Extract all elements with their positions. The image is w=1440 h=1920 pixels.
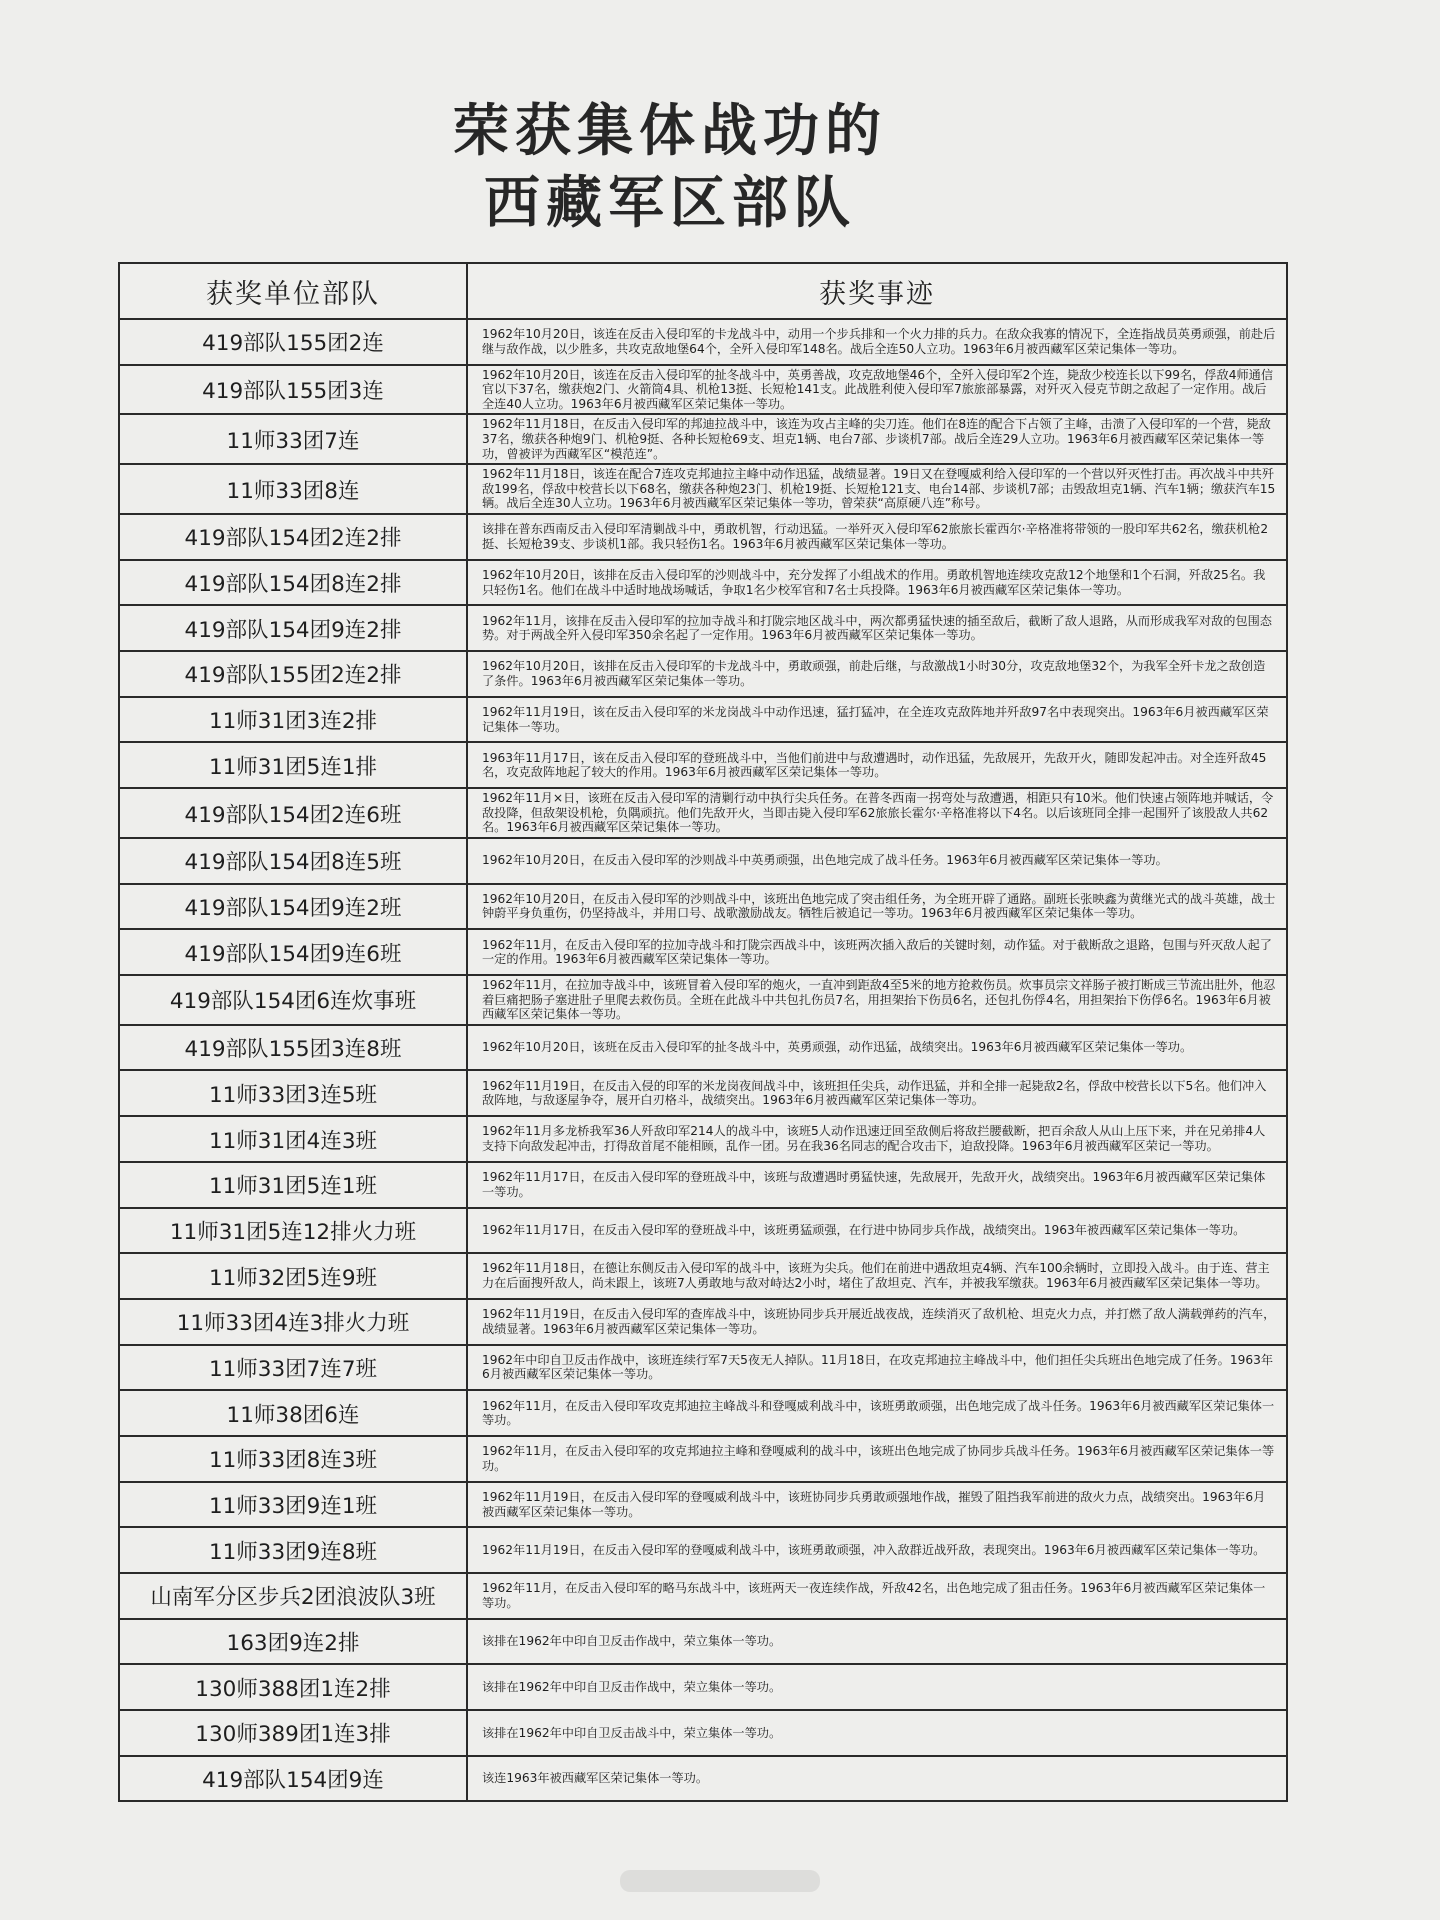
title-line-2: 西藏军区部队 (484, 171, 856, 236)
award-deed-cell: 1962年11月，在反击入侵印军的拉加寺战斗和打陇宗西战斗中，该班两次插入敌后的关键时刻，动作猛。对于截断敌之退路，包围与歼灭敌人起了一定的作用。1963年6月被西藏军区荣记集体一等功。 (467, 929, 1287, 975)
award-unit-cell: 419部队155团3连8班 (119, 1025, 467, 1071)
award-deed-cell: 1962年10月20日，该连在反击入侵印军的卡龙战斗中，动用一个步兵排和一个火力排的兵力。在敌众我寡的情况下，全连指战员英勇顽强，前赴后继与敌作战，以少胜多，共攻克敌地堡64个，全歼入侵印军148名。战后全连50人立功。1963年6月被西藏军区荣记集体一等功。 (467, 319, 1287, 365)
award-unit-cell: 11师31团5连1班 (119, 1162, 467, 1208)
table-row (119, 1436, 1287, 1482)
table-row (119, 929, 1287, 975)
award-deed-cell: 1962年10月20日，在反击入侵印军的沙则战斗中英勇顽强，出色地完成了战斗任务。1963年6月被西藏军区荣记集体一等功。 (467, 838, 1287, 884)
table-row (119, 1345, 1287, 1391)
award-deed-cell: 1962年10月20日，该连在反击入侵印军的扯冬战斗中，英勇善战，攻克敌地堡46个，全歼入侵印军2个连，毙敌少校连长以下99名，俘敌4师通信官以下37名，缴获炮2门、火箭筒4具、机枪13挺、长短枪141支。此战胜利使入侵印军7旅旅部暴露，对歼灭入侵克节朗之敌起了一定作用。战后全连40人立功。1963年6月被西藏军区荣记集体一等功。 (467, 365, 1287, 415)
table-row (119, 884, 1287, 930)
table-row (119, 414, 1287, 464)
award-deed-cell: 1962年11月19日，在反击入侵印军的登嘎威利战斗中，该班协同步兵勇敢顽强地作战，摧毁了阻挡我军前进的敌火力点，战绩突出。1963年6月被西藏军区荣记集体一等功。 (467, 1482, 1287, 1528)
award-unit-cell: 11师31团3连2排 (119, 697, 467, 743)
table-row (119, 1619, 1287, 1665)
table-row (119, 975, 1287, 1025)
award-deed-cell: 1962年11月17日，在反击入侵印军的登班战斗中，该班勇猛顽强，在行进中协同步兵作战，战绩突出。1963年被西藏军区荣记集体一等功。 (467, 1208, 1287, 1254)
table-row (119, 319, 1287, 365)
award-deed-cell: 1962年11月19日，该在反击入侵印军的米龙岗战斗中动作迅速，猛打猛冲，在全连攻克敌阵地并歼敌97名中表现突出。1963年6月被西藏军区荣记集体一等功。 (467, 697, 1287, 743)
awards-table-body (119, 319, 1287, 1801)
table-row (119, 651, 1287, 697)
award-deed-cell: 1962年11月18日，在德让东侧反击入侵印军的战斗中，该班为尖兵。他们在前进中遇敌坦克4辆、汽车100余辆时，立即投入战斗。由于连、营主力在后面搜歼敌人，尚未跟上，该班7人勇敢地与敌对峙达2小时，堵住了敌坦克、汽车，并被我军缴获。1963年6月被西藏军区荣记集体一等功。 (467, 1253, 1287, 1299)
award-deed-cell: 该排在1962年中印自卫反击作战中，荣立集体一等功。 (467, 1619, 1287, 1665)
table-row (119, 1664, 1287, 1710)
award-unit-cell: 419部队154团9连2班 (119, 884, 467, 930)
award-deed-cell: 1962年11月17日，在反击入侵印军的登班战斗中，该班与敌遭遇时勇猛快速，先敌展开，先敌开火，战绩突出。1963年6月被西藏军区荣记集体一等功。 (467, 1162, 1287, 1208)
reflection-smudge (620, 1870, 820, 1892)
award-deed-cell: 1962年11月，在拉加寺战斗中，该班冒着入侵印军的炮火，一直冲到距敌4至5米的地方抢救伤员。炊事员宗文祥肠子被打断成三节流出肚外，他忍着巨痛把肠子塞进肚子里爬去救伤员。全班在此战斗中共包扎伤员7名，用担架抬下伤员6名，还包扎伤俘4名，用担架抬下伤俘6名。1963年6月被西藏军区荣记集体一等功。 (467, 975, 1287, 1025)
award-deed-cell: 1962年11月，在反击入侵印军的略马东战斗中，该班两天一夜连续作战，歼敌42名，出色地完成了狙击任务。1963年6月被西藏军区荣记集体一等功。 (467, 1573, 1287, 1619)
award-unit-cell: 419部队154团2连6班 (119, 788, 467, 838)
table-row (119, 1070, 1287, 1116)
award-unit-cell: 163团9连2排 (119, 1619, 467, 1665)
award-unit-cell: 11师33团8连3班 (119, 1436, 467, 1482)
award-deed-cell: 1962年11月18日，该连在配合7连攻克邦迪拉主峰中动作迅猛，战绩显著。19日又在登嘎威利给入侵印军的一个营以歼灭性打击。再次战斗中共歼敌199名，俘敌中校营长以下68名，缴获各种炮23门、机枪19挺、长短枪121支、电台14部、步谈机7部；击毁敌坦克1辆、汽车1辆；缴获汽车15辆。战后全连30人立功。1963年6月被西藏军区荣记集体一等功，曾荣获“高原硬八连”称号。 (467, 464, 1287, 514)
award-unit-cell: 11师31团5连12排火力班 (119, 1208, 467, 1254)
table-row (119, 1527, 1287, 1573)
award-deed-cell: 1962年11月，在反击入侵印军的攻克邦迪拉主峰和登嘎威利的战斗中，该班出色地完成了协同步兵战斗任务。1963年6月被西藏军区荣记集体一等功。 (467, 1436, 1287, 1482)
awards-table (118, 262, 1288, 1802)
award-unit-cell: 11师33团4连3排火力班 (119, 1299, 467, 1345)
award-unit-cell: 419部队155团2连 (119, 319, 467, 365)
award-deed-cell: 该排在1962年中印自卫反击作战中，荣立集体一等功。 (467, 1664, 1287, 1710)
award-unit-cell: 419部队154团9连2排 (119, 605, 467, 651)
award-deed-cell: 1962年11月多龙桥我军36人歼敌印军214人的战斗中，该班5人动作迅速迂回至敌侧后将敌拦腰截断，把百余敌人从山上压下来，并在兄弟排4人支持下向敌发起冲击，打得敌首尾不能相顾，乱作一团。另在我36名同志的配合攻击下，迫敌投降。1963年6月被西藏军区荣记一等功。 (467, 1116, 1287, 1162)
award-unit-cell: 419部队154团9连6班 (119, 929, 467, 975)
table-row (119, 464, 1287, 514)
table-row (119, 514, 1287, 560)
table-row (119, 1116, 1287, 1162)
award-deed-cell: 该排在1962年中印自卫反击战斗中，荣立集体一等功。 (467, 1710, 1287, 1756)
award-deed-cell: 1962年10月20日，该排在反击入侵印军的沙则战斗中，充分发挥了小组战术的作用。勇敢机智地连续攻克敌12个地堡和1个石洞，歼敌25名。我只轻伤1名。他们在战斗中适时地战场喊话，争取1名少校军官和7名士兵投降。1963年6月被西藏军区荣记集体一等功。 (467, 560, 1287, 606)
award-unit-cell: 419部队154团8连5班 (119, 838, 467, 884)
table-row (119, 365, 1287, 415)
award-deed-cell: 1962年10月20日，该班在反击入侵印军的扯冬战斗中，英勇顽强，动作迅猛，战绩突出。1963年6月被西藏军区荣记集体一等功。 (467, 1025, 1287, 1071)
award-deed-cell: 1962年11月19日，在反击入侵印军的登嘎威利战斗中，该班勇敢顽强，冲入敌群近战歼敌，表现突出。1963年6月被西藏军区荣记集体一等功。 (467, 1527, 1287, 1573)
award-unit-cell: 11师31团4连3班 (119, 1116, 467, 1162)
table-row (119, 1390, 1287, 1436)
award-deed-cell: 该连1963年被西藏军区荣记集体一等功。 (467, 1756, 1287, 1802)
page-title (330, 96, 1010, 240)
award-deed-cell: 1962年10月20日，在反击入侵印军的沙则战斗中，该班出色地完成了突击组任务，为全班开辟了通路。副班长张映鑫为黄继光式的战斗英雄，战士钟蔚平身负重伤，仍坚持战斗，并用口号、战歌激励战友。牺牲后被追记一等功。1963年6月被西藏军区荣记集体一等功。 (467, 884, 1287, 930)
table-row (119, 1025, 1287, 1071)
award-deed-cell: 1962年11月，在反击入侵印军攻克邦迪拉主峰战斗和登嘎威利战斗中，该班勇敢顽强，出色地完成了战斗任务。1963年6月被西藏军区荣记集体一等功。 (467, 1390, 1287, 1436)
award-deed-cell: 1962年中印自卫反击作战中，该班连续行军7天5夜无人掉队。11月18日，在攻克邦迪拉主峰战斗中，他们担任尖兵班出色地完成了任务。1963年6月被西藏军区荣记集体一等功。 (467, 1345, 1287, 1391)
award-unit-cell: 11师33团9连1班 (119, 1482, 467, 1528)
table-row (119, 1573, 1287, 1619)
table-row (119, 697, 1287, 743)
award-unit-cell: 11师33团3连5班 (119, 1070, 467, 1116)
award-unit-cell: 山南军分区步兵2团浪波队3班 (119, 1573, 467, 1619)
title-line-1: 荣获集体战功的 (453, 99, 887, 164)
award-unit-cell: 130师389团1连3排 (119, 1710, 467, 1756)
table-row (119, 838, 1287, 884)
table-row (119, 1253, 1287, 1299)
award-unit-cell: 11师38团6连 (119, 1390, 467, 1436)
award-deed-cell: 1962年11月18日，在反击入侵印军的邦迪拉战斗中，该连为攻占主峰的尖刀连。他们在8连的配合下占领了主峰，击溃了入侵印军的一个营，毙敌37名，缴获各种炮9门、机枪9挺、各种长短枪69支、坦克1辆、电台7部、步谈机7部。战后全连29人立功。1963年6月被西藏军区荣记集体一等功，曾被评为西藏军区“模范连”。 (467, 414, 1287, 464)
award-deed-cell: 1962年11月19日，在反击入侵印军的查库战斗中，该班协同步兵开展近战夜战，连续消灭了敌机枪、坦克火力点，并打燃了敌人满载弹药的汽车，战绩显著。1963年6月被西藏军区荣记集体一等功。 (467, 1299, 1287, 1345)
award-unit-cell: 11师33团7连 (119, 414, 467, 464)
award-unit-cell: 11师31团5连1排 (119, 742, 467, 788)
table-row (119, 1208, 1287, 1254)
table-row (119, 1162, 1287, 1208)
award-unit-cell: 11师32团5连9班 (119, 1253, 467, 1299)
deed-column-header: 获奖事迹 (467, 263, 1287, 319)
award-deed-cell: 该排在普东西南反击入侵印军清剿战斗中，勇敢机智，行动迅猛。一举歼灭入侵印军62旅旅长霍西尔·辛格准将带领的一股印军共62名，缴获机枪2挺、长短枪39支、步谈机1部。我只轻伤1名。1963年6月被西藏军区荣记集体一等功。 (467, 514, 1287, 560)
award-unit-cell: 419部队155团2连2排 (119, 651, 467, 697)
table-header-row (119, 263, 1287, 319)
award-unit-cell: 11师33团9连8班 (119, 1527, 467, 1573)
award-deed-cell: 1962年11月×日，该班在反击入侵印军的清剿行动中执行尖兵任务。在普冬西南一拐弯处与敌遭遇，相距只有10米。他们快速占领阵地并喊话，令敌投降，但敌架设机枪，负隅顽抗。他们先敌开火，当即击毙入侵印军62旅旅长霍尔·辛格准将以下4名。以后该班同全排一起围歼了该股敌人共62名。1963年6月被西藏军区荣记集体一等功。 (467, 788, 1287, 838)
table-row (119, 1299, 1287, 1345)
award-unit-cell: 419部队154团2连2排 (119, 514, 467, 560)
award-deed-cell: 1962年11月19日，在反击入侵的印军的米龙岗夜间战斗中，该班担任尖兵，动作迅猛，并和全排一起毙敌2名，俘敌中校营长以下5名。他们冲入敌阵地，与敌逐屋争夺，展开白刃格斗，战绩突出。1963年6月被西藏军区荣记集体一等功。 (467, 1070, 1287, 1116)
award-unit-cell: 11师33团7连7班 (119, 1345, 467, 1391)
table-row (119, 1482, 1287, 1528)
award-unit-cell: 419部队154团8连2排 (119, 560, 467, 606)
table-row (119, 605, 1287, 651)
award-deed-cell: 1962年11月，该排在反击入侵印军的拉加寺战斗和打陇宗地区战斗中，两次都勇猛快速的插至敌后，截断了敌人退路，从而形成我军对敌的包围态势。对于两战全歼入侵印军350余名起了一定作用。1963年6月被西藏军区荣记集体一等功。 (467, 605, 1287, 651)
table-row (119, 788, 1287, 838)
award-unit-cell: 11师33团8连 (119, 464, 467, 514)
unit-column-header: 获奖单位部队 (119, 263, 467, 319)
award-deed-cell: 1962年10月20日，该排在反击入侵印军的卡龙战斗中，勇敢顽强，前赴后继，与敌激战1小时30分，攻克敌地堡32个，为我军全歼卡龙之敌创造了条件。1963年6月被西藏军区荣记集体一等功。 (467, 651, 1287, 697)
award-unit-cell: 419部队154团9连 (119, 1756, 467, 1802)
award-unit-cell: 419部队154团6连炊事班 (119, 975, 467, 1025)
table-row (119, 1756, 1287, 1802)
table-row (119, 560, 1287, 606)
table-row (119, 1710, 1287, 1756)
award-deed-cell: 1963年11月17日，该在反击入侵印军的登班战斗中，当他们前进中与敌遭遇时，动作迅猛，先敌展开，先敌开火，随即发起冲击。对全连歼敌45名，攻克敌阵地起了较大的作用。1963年6月被西藏军区荣记集体一等功。 (467, 742, 1287, 788)
award-unit-cell: 130师388团1连2排 (119, 1664, 467, 1710)
award-unit-cell: 419部队155团3连 (119, 365, 467, 415)
table-row (119, 742, 1287, 788)
